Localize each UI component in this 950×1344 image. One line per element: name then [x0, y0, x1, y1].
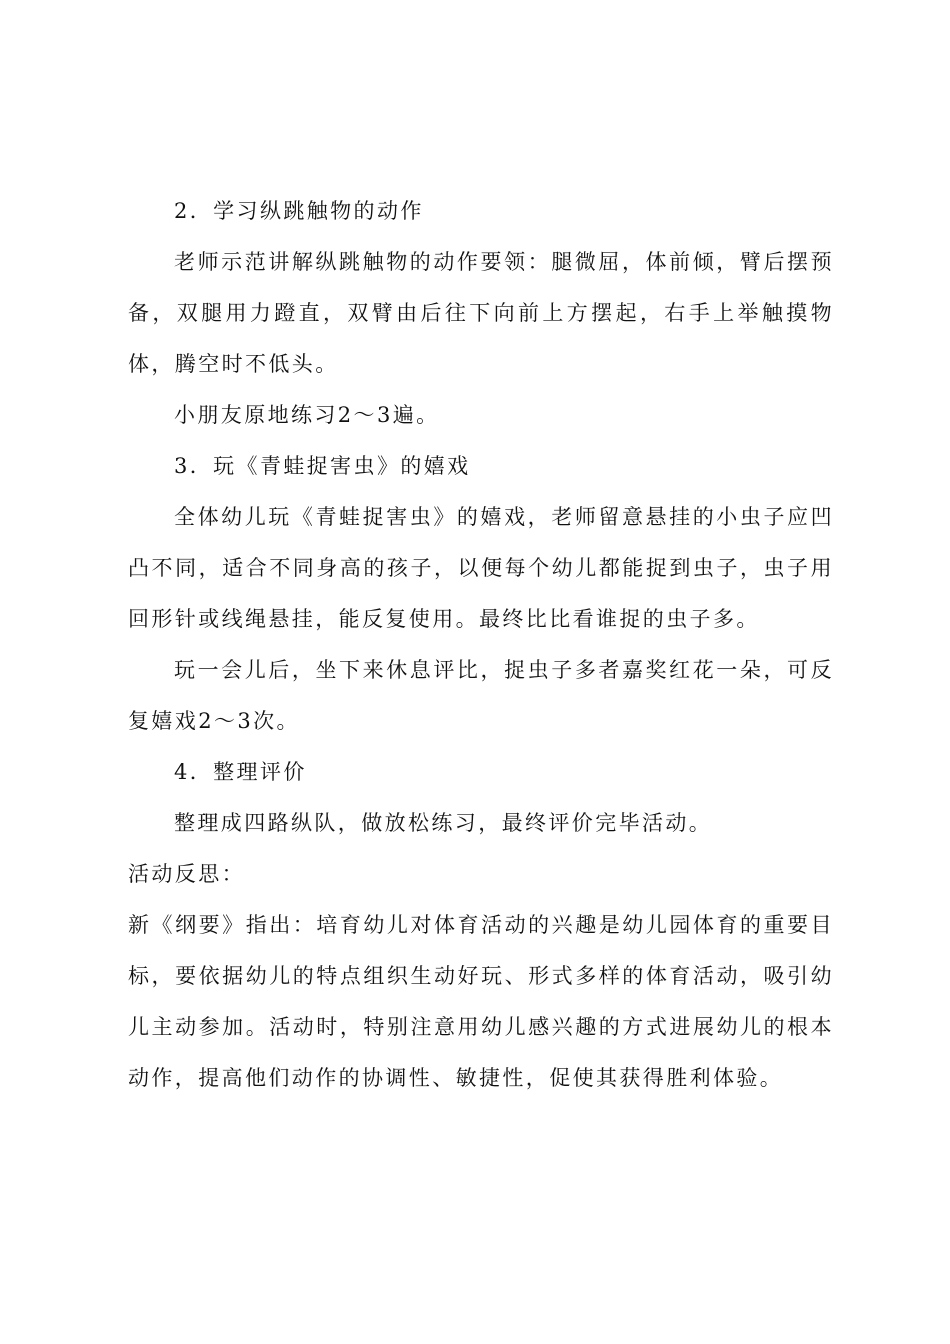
- paragraph-game-review: 玩一会儿后，坐下来休息评比，捉虫子多者嘉奖红花一朵，可反复嬉戏2～3次。: [128, 658, 834, 733]
- paragraph-reflection: 新《纲要》指出：培育幼儿对体育活动的兴趣是幼儿园体育的重要目标，要依据幼儿的特点组织生动好玩、形式多样的体育活动，吸引幼儿主动参加。活动时，特别注意用幼儿感兴趣的方式进展幼儿的根本动作，提高他们动作的协调性、敏捷性，促使其获得胜利体验。: [128, 913, 834, 1090]
- document-body: [128, 186, 834, 1104]
- paragraph-practice: 小朋友原地练习2～3遍。: [174, 403, 440, 427]
- paragraph-cooldown: 整理成四路纵队，做放松练习，最终评价完毕活动。: [174, 811, 713, 835]
- paragraph-game-description: 全体幼儿玩《青蛙捉害虫》的嬉戏，老师留意悬挂的小虫子应凹凸不同，适合不同身高的孩子，以便每个幼儿都能捉到虫子，虫子用回形针或线绳悬挂，能反复使用。最终比比看谁捉的虫子多。: [128, 505, 834, 631]
- paragraph-jump-instructions: 老师示范讲解纵跳触物的动作要领：腿微屈，体前倾，臂后摆预备，双腿用力蹬直，双臂由后往下向前上方摆起，右手上举触摸物体，腾空时不低头。: [128, 250, 834, 376]
- reflection-heading: 活动反思：: [128, 862, 245, 886]
- section-heading-3: 3．玩《青蛙捉害虫》的嬉戏: [174, 454, 471, 478]
- section-heading-4: 4．整理评价: [174, 760, 307, 784]
- section-heading-2: 2．学习纵跳触物的动作: [174, 199, 424, 223]
